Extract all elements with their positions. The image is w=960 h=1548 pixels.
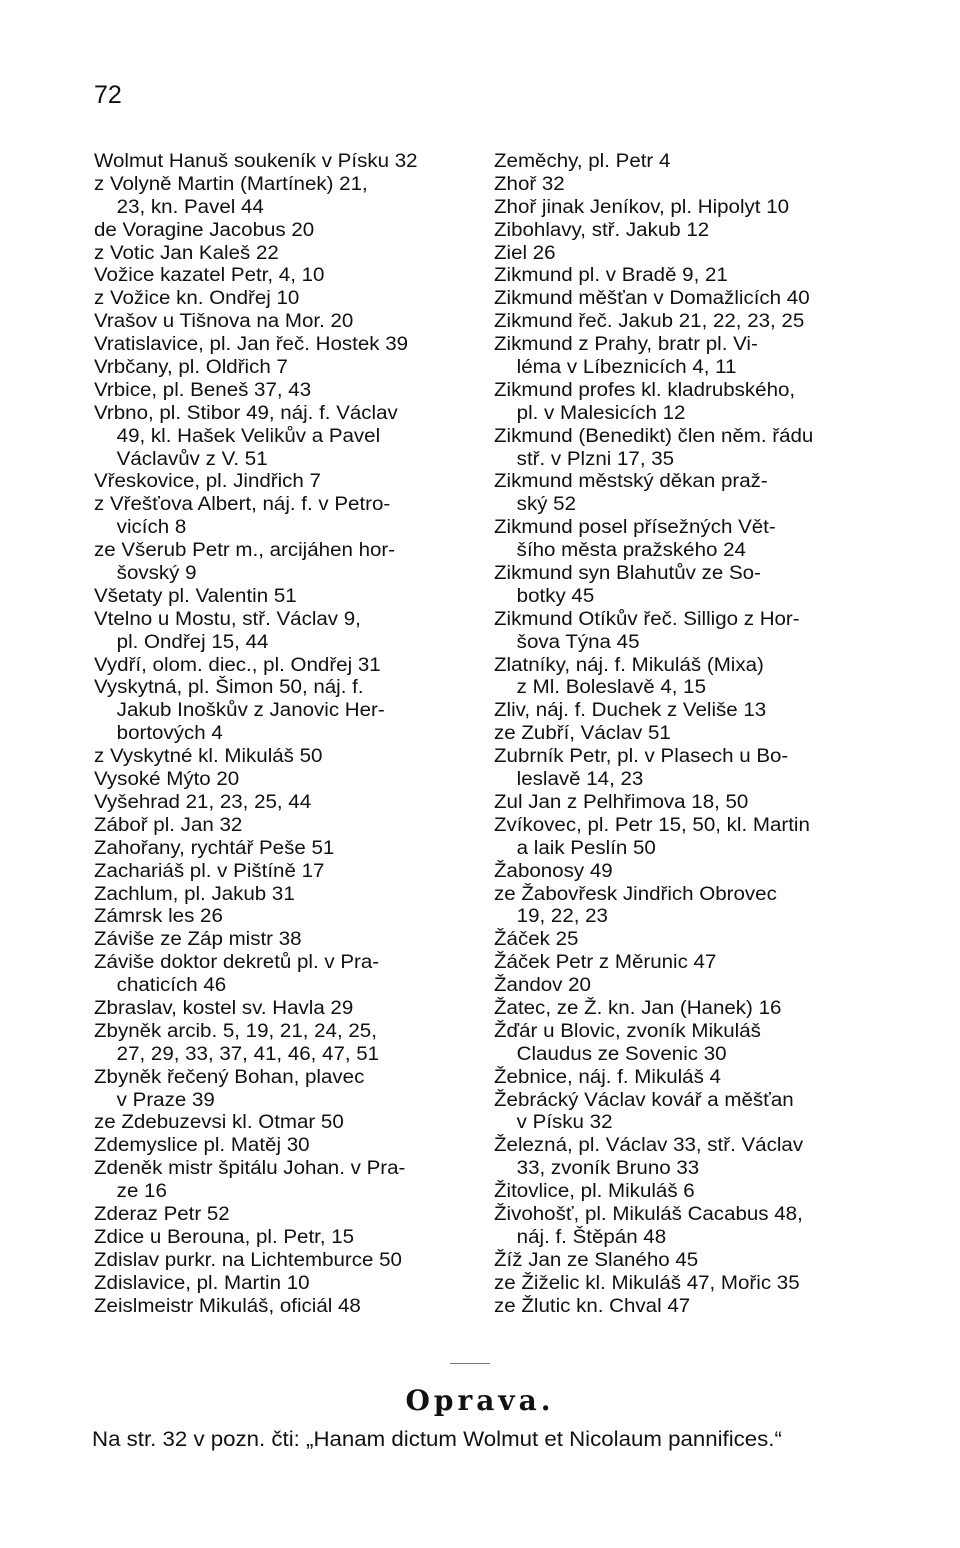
index-entry-line: bortových 4 bbox=[116, 723, 223, 745]
index-entry-line: Zikmund Otíkův řeč. Silligo z Hor- bbox=[494, 608, 800, 630]
index-entry-line: de Voragine Jacobus 20 bbox=[94, 219, 315, 241]
index-entry-line: ze Zdebuzevsi kl. Otmar 50 bbox=[94, 1112, 344, 1134]
index-entry-line: a laik Peslín 50 bbox=[516, 837, 656, 859]
index-entry-line: Zibohlavy, stř. Jakub 12 bbox=[494, 219, 710, 241]
index-entry-line: Zbyněk řečený Bohan, plavec bbox=[94, 1066, 365, 1088]
index-entry-line: Zvíkovec, pl. Petr 15, 50, kl. Martin bbox=[494, 814, 810, 836]
index-entry-line: z Votic Jan Kaleš 22 bbox=[94, 242, 279, 264]
index-entry-line: léma v Líbeznicích 4, 11 bbox=[516, 357, 737, 379]
index-entry-line: z Vřešťova Albert, náj. f. v Petro- bbox=[94, 494, 391, 516]
divider-rule bbox=[450, 1363, 490, 1364]
index-entry-line: v Písku 32 bbox=[516, 1112, 613, 1134]
index-entry-line: Václavův z V. 51 bbox=[116, 448, 268, 470]
index-entry-line: Zikmund řeč. Jakub 21, 22, 23, 25 bbox=[494, 311, 805, 333]
index-entry-line: Žebrácký Václav kovář a měšťan bbox=[494, 1089, 794, 1111]
index-entry-line: pl. v Malesicích 12 bbox=[516, 402, 686, 424]
index-entry-line: Vtelno u Mostu, stř. Václav 9, bbox=[94, 608, 361, 630]
index-entry-line: Vrašov u Tišnova na Mor. 20 bbox=[94, 311, 354, 333]
index-entry-line: 19, 22, 23 bbox=[516, 906, 608, 928]
index-entry-line: Žitovlice, pl. Mikuláš 6 bbox=[494, 1181, 695, 1203]
index-entry-line: ze Žiželic kl. Mikuláš 47, Mořic 35 bbox=[494, 1272, 800, 1294]
index-entry-line: Vrbčany, pl. Oldřich 7 bbox=[94, 357, 288, 379]
index-entry-line: ský 52 bbox=[516, 494, 576, 516]
index-entry-line: Vydří, olom. diec., pl. Ondřej 31 bbox=[94, 654, 381, 676]
index-entry-line: Zikmund profes kl. kladrubského, bbox=[494, 379, 796, 401]
index-entry-line: Zhoř 32 bbox=[494, 173, 565, 195]
index-entry-line: Zikmund měšťan v Domažlicích 40 bbox=[494, 288, 810, 310]
index-entry-line: Žáček Petr z Měrunic 47 bbox=[494, 952, 717, 974]
errata-heading: Oprava. bbox=[405, 1384, 555, 1417]
index-entry-line: Žabonosy 49 bbox=[494, 860, 613, 882]
index-entry-line: Žatec, ze Ž. kn. Jan (Hanek) 16 bbox=[494, 997, 782, 1019]
index-entry-line: Claudus ze Sovenic 30 bbox=[516, 1043, 727, 1065]
index-entry-line: 23, kn. Pavel 44 bbox=[116, 196, 264, 218]
index-entry-line: 33, zvoník Bruno 33 bbox=[516, 1158, 700, 1180]
index-entry-line: Vrbice, pl. Beneš 37, 43 bbox=[94, 379, 312, 401]
index-entry-line: Zikmund (Benedikt) člen něm. řádu bbox=[494, 425, 814, 447]
index-entry-line: Vožice kazatel Petr, 4, 10 bbox=[94, 265, 325, 287]
index-entry-line: Jakub Inoškův z Janovic Her- bbox=[116, 700, 385, 722]
index-entry-line: Zbraslav, kostel sv. Havla 29 bbox=[94, 997, 354, 1019]
index-entry-line: Záviše doktor dekretů pl. v Pra- bbox=[94, 952, 380, 974]
index-entry-line: Zdislavice, pl. Martin 10 bbox=[94, 1272, 310, 1294]
index-entry-line: Zachlum, pl. Jakub 31 bbox=[94, 883, 295, 905]
index-entry-line: Živohošť, pl. Mikuláš Cacabus 48, bbox=[494, 1203, 803, 1225]
index-entry-line: Ziel 26 bbox=[494, 242, 556, 264]
index-entry-line: Zdislav purkr. na Lichtemburce 50 bbox=[94, 1249, 402, 1271]
index-entry-line: Zdemyslice pl. Matěj 30 bbox=[94, 1135, 310, 1157]
index-entry-line: ze 16 bbox=[116, 1181, 167, 1203]
index-entry-line: vicích 8 bbox=[116, 517, 187, 539]
index-entry-line: Záboř pl. Jan 32 bbox=[94, 814, 243, 836]
index-entry-line: botky 45 bbox=[516, 585, 595, 607]
index-entry-line: z Ml. Boleslavě 4, 15 bbox=[516, 677, 707, 699]
index-entry-line: Všetaty pl. Valentin 51 bbox=[94, 585, 297, 607]
index-entry-line: Vratislavice, pl. Jan řeč. Hostek 39 bbox=[94, 334, 409, 356]
index-entry-line: Zikmund z Prahy, bratr pl. Vi- bbox=[494, 334, 758, 356]
index-entry-line: Železná, pl. Václav 33, stř. Václav bbox=[494, 1135, 804, 1157]
index-entry-line: z Vyskytné kl. Mikuláš 50 bbox=[94, 746, 323, 768]
index-entry-line: Žandov 20 bbox=[494, 975, 591, 997]
index-entry-line: Zhoř jinak Jeníkov, pl. Hipolyt 10 bbox=[494, 196, 790, 218]
index-entry-line: Zikmund posel přísežných Vět- bbox=[494, 517, 776, 539]
index-entry-line: Zubrník Petr, pl. v Plasech u Bo- bbox=[494, 746, 789, 768]
index-entry-line: Zdice u Berouna, pl. Petr, 15 bbox=[94, 1226, 355, 1248]
index-entry-line: Vysoké Mýto 20 bbox=[94, 769, 240, 791]
index-entry-line: ze Zubří, Václav 51 bbox=[494, 723, 671, 745]
index-entry-line: Zliv, náj. f. Duchek z Veliše 13 bbox=[494, 700, 767, 722]
index-entry-line: Zikmund syn Blahutův ze So- bbox=[494, 563, 761, 585]
index-entry-line: Zeislmeistr Mikuláš, oficiál 48 bbox=[94, 1295, 361, 1317]
index-entry-line: leslavě 14, 23 bbox=[516, 769, 644, 791]
index-entry-line: Zeměchy, pl. Petr 4 bbox=[494, 151, 671, 172]
index-entry-line: Žáček 25 bbox=[494, 929, 579, 951]
index-entry-line: ze Žabovřesk Jindřich Obrovec bbox=[494, 883, 777, 905]
index-entry-line: Žebnice, náj. f. Mikuláš 4 bbox=[494, 1066, 721, 1088]
index-entry-line: Zahořany, rychtář Peše 51 bbox=[94, 837, 335, 859]
index-entry-line: chaticích 46 bbox=[116, 975, 227, 997]
index-entry-line: Žíž Jan ze Slaného 45 bbox=[494, 1249, 699, 1271]
index-entry-line: šova Týna 45 bbox=[516, 631, 640, 653]
index-entry-line: ze Všerub Petr m., arcijáhen hor- bbox=[94, 540, 396, 562]
page-number: 72 bbox=[94, 81, 122, 109]
index-entry-line: Záviše ze Záp mistr 38 bbox=[94, 929, 302, 951]
index-entry-line: náj. f. Štěpán 48 bbox=[516, 1226, 667, 1248]
index-column-right bbox=[494, 151, 904, 1318]
index-entry-line: 27, 29, 33, 37, 41, 46, 47, 51 bbox=[116, 1043, 380, 1065]
index-entry-line: Zámrsk les 26 bbox=[94, 906, 223, 928]
index-entry-line: z Vožice kn. Ondřej 10 bbox=[94, 288, 300, 310]
index-entry-line: Zderaz Petr 52 bbox=[94, 1203, 230, 1225]
errata-text: Na str. 32 v pozn. čti: „Hanam dictum Wolmut et Nicolaum pannifices.“ bbox=[92, 1428, 782, 1451]
index-entry-line: Vrbno, pl. Stibor 49, náj. f. Václav bbox=[94, 402, 398, 424]
index-entry-line: z Volyně Martin (Martínek) 21, bbox=[94, 173, 368, 195]
index-entry-line: Zikmund městský děkan praž- bbox=[494, 471, 768, 493]
index-column-left bbox=[94, 151, 504, 1318]
index-entry-line: Žďár u Blovic, zvoník Mikuláš bbox=[494, 1020, 761, 1042]
index-entry-line: Zlatníky, náj. f. Mikuláš (Mixa) bbox=[494, 654, 764, 676]
index-entry-line: Vyskytná, pl. Šimon 50, náj. f. bbox=[94, 677, 364, 699]
index-entry-line: Zachariáš pl. v Pištíně 17 bbox=[94, 860, 325, 882]
index-entry-line: Vyšehrad 21, 23, 25, 44 bbox=[94, 791, 312, 813]
index-entry-line: Zdeněk mistr špitálu Johan. v Pra- bbox=[94, 1158, 406, 1180]
index-entry-line: šovský 9 bbox=[116, 563, 197, 585]
index-entry-line: pl. Ondřej 15, 44 bbox=[116, 631, 269, 653]
index-entry-line: Zikmund pl. v Bradě 9, 21 bbox=[494, 265, 728, 287]
index-entry-line: ze Žlutic kn. Chval 47 bbox=[494, 1295, 691, 1317]
index-entry-line: šího města pražského 24 bbox=[516, 540, 746, 562]
index-entry-line: Wolmut Hanuš soukeník v Písku 32 bbox=[94, 151, 418, 172]
index-entry-line: Zul Jan z Pelhřimova 18, 50 bbox=[494, 791, 749, 813]
index-entry-line: Zbyněk arcib. 5, 19, 21, 24, 25, bbox=[94, 1020, 377, 1042]
index-entry-line: v Praze 39 bbox=[116, 1089, 215, 1111]
index-entry-line: 49, kl. Hašek Velikův a Pavel bbox=[116, 425, 381, 447]
index-entry-line: Vřeskovice, pl. Jindřich 7 bbox=[94, 471, 321, 493]
index-entry-line: stř. v Plzni 17, 35 bbox=[516, 448, 675, 470]
